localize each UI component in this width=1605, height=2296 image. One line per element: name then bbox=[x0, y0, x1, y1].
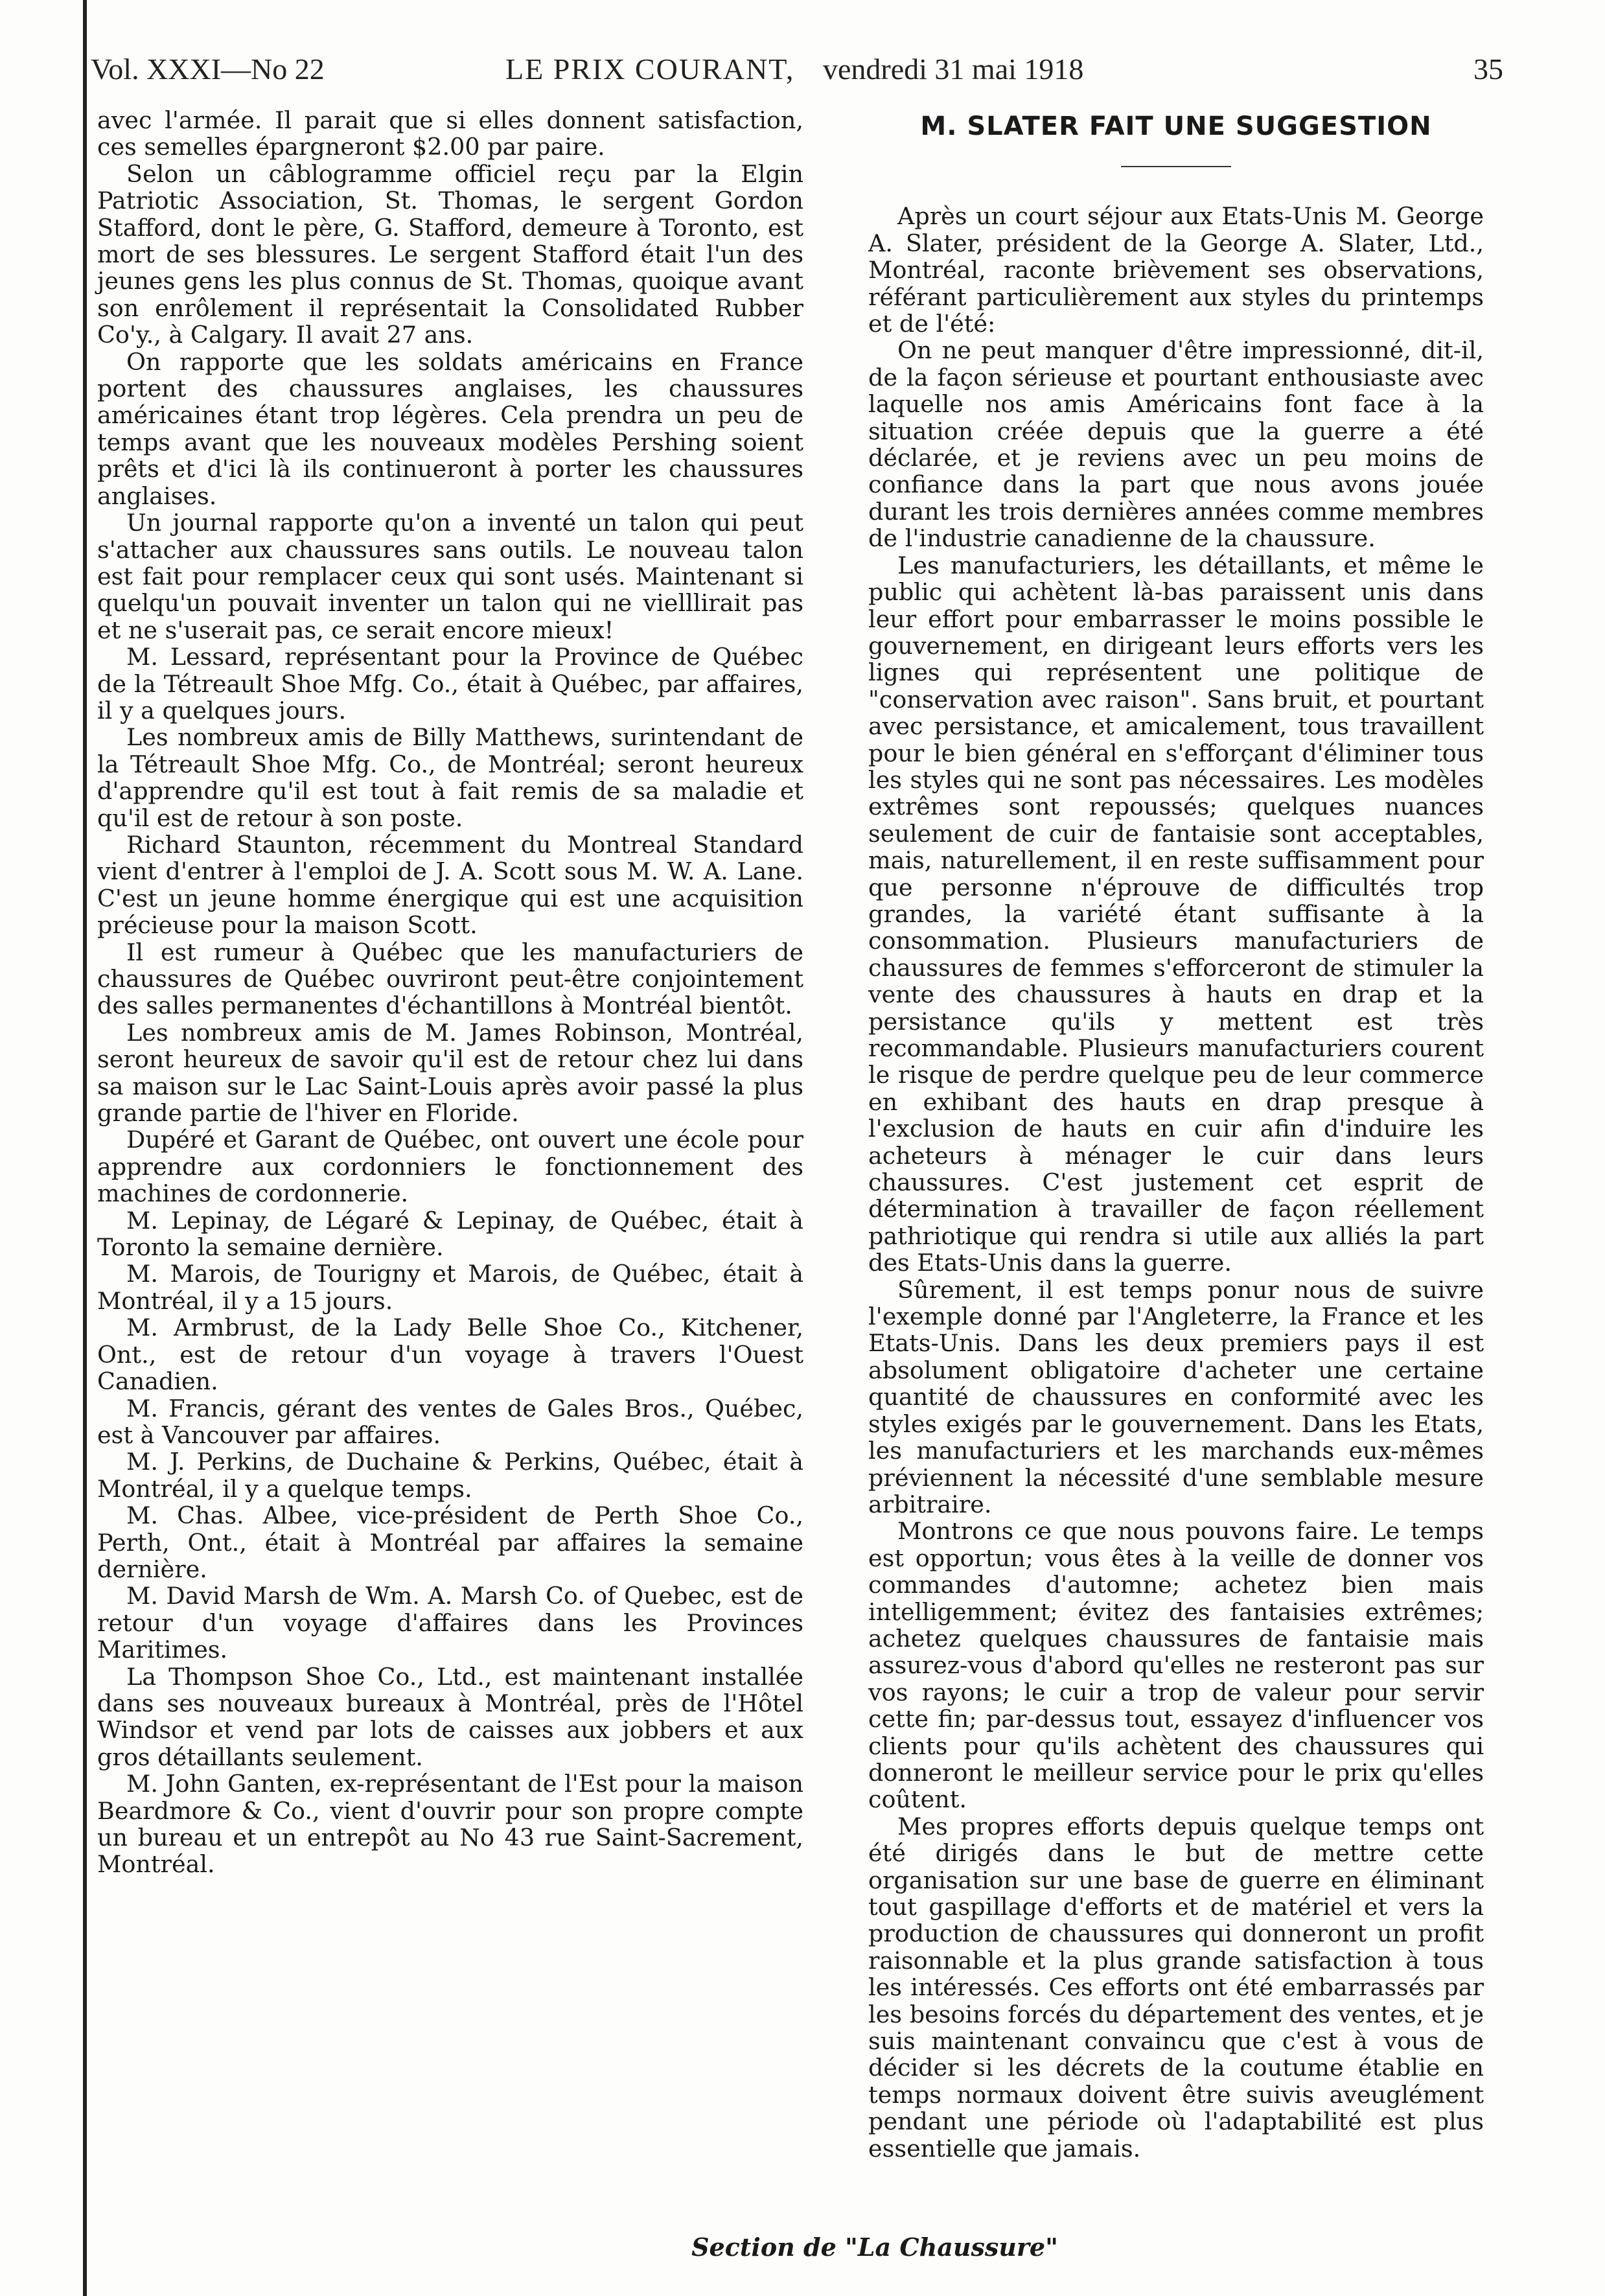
news-paragraph: Richard Staunton, récemment du Montreal Standard vient d'entrer à l'emploi de J. A. Scott sous M. W. A. Lane. C'est un jeune homme énergique qui est une acquisition précieuse pour la maison Scott. bbox=[97, 830, 803, 940]
news-paragraph: Les nombreux amis de M. James Robinson, Montréal, seront heureux de savoir qu'il est de retour chez lui dans sa maison sur le Lac Saint-Louis après avoir passé la plus grande partie de l'hiver en Floride. bbox=[97, 1018, 803, 1128]
article-paragraph: Mes propres efforts depuis quelque temps ont été dirigés dans le but de mettre cette organisation sur une base de guerre en éliminant tout gaspillage d'efforts et de matériel et vers la production de chaussures qui donneront un profit raisonnable et la plus grande satisfaction à tous les intéressés. Ces efforts ont été embarrassés par les besoins forcés du département des ventes, et je suis maintenant convaincu que c'est à vous de décider si les décrets de la coutume établie en temps normaux doivent être suivis aveuglément pendant une période où l'adaptabilité est plus essentielle que jamais. bbox=[868, 1812, 1484, 2163]
section-footer: Section de "La Chaussure" bbox=[691, 2232, 1058, 2262]
article-paragraph: Les manufacturiers, les détaillants, et même le public qui achètent là-bas paraissent unis dans leur effort pour embarrasser le moins possible le gouvernement, en dirigeant leurs efforts vers les lignes qui représentent une politique de "conservation avec raison". Sans bruit, et pourtant avec persistance, et amicalement, tous travaillent pour le bien général en s'efforçant d'éliminer tous les styles qui ne sont pas nécessaires. Les modèles extrêmes sont repoussés; quelques nuances seulement de cuir de fantaisie sont acceptables, mais, naturellement, il en reste suffisamment pour que personne n'éprouve de difficultés trop grandes, la variété étant suffisante à la consommation. Plusieurs manufacturiers de chaussures de femmes s'efforceront de stimuler la vente des chaussures à hauts en drap et la persistance qu'ils y mettent est très recommandable. Plusieurs manufacturiers courent le risque de perdre quelque peu de leur commerce en exhibant des hauts en drap presque à l'exclusion de hauts en cuir afin d'induire les acheteurs à ménager le cuir dans leurs chaussures. C'est justement cet esprit de détermination à travailler de façon réellement pathriotique qui rendra si utile aux alliés la part des Etats-Unis dans la guerre. bbox=[868, 551, 1484, 1277]
article-paragraph: Après un court séjour aux Etats-Unis M. George A. Slater, président de la George A. Slater, Ltd., Montréal, raconte brièvement ses observations, référant particulièrement aux styles du printemps et de l'été: bbox=[868, 202, 1484, 338]
news-paragraph: M. Marois, de Tourigny et Marois, de Québec, était à Montréal, il y a 15 jours. bbox=[97, 1260, 803, 1315]
news-paragraph: M. Francis, gérant des ventes de Gales Bros., Québec, est à Vancouver par affaires. bbox=[97, 1394, 803, 1449]
news-paragraph: On rapporte que les soldats américains en France portent des chaussures anglaises, les chaussures américaines étant trop légères. Cela prendra un peu de temps avant que les nouveaux modèles Pershing soient prêts et d'ici là ils continueront à porter les chaussures anglaises. bbox=[97, 347, 803, 510]
news-paragraph: M. Chas. Albee, vice-président de Perth Shoe Co., Perth, Ont., était à Montréal par affaires la semaine dernière. bbox=[97, 1502, 803, 1583]
right-column bbox=[868, 107, 1484, 2162]
news-paragraph: Selon un câblogramme officiel reçu par la Elgin Patriotic Association, St. Thomas, le sergent Gordon Stafford, dont le père, G. Stafford, demeure à Toronto, est mort de ses blessures. Le sergent Stafford était l'un des jeunes gens les plus connus de St. Thomas, quoique avant son enrôlement il représentait la Consolidated Rubber Co'y., à Calgary. Il avait 27 ans. bbox=[97, 159, 803, 349]
page-number: 35 bbox=[1473, 52, 1503, 86]
news-paragraph: La Thompson Shoe Co., Ltd., est maintenant installée dans ses nouveaux bureaux à Montréal, près de l'Hôtel Windsor et vend par lots de caisses aux jobbers et aux gros détaillants seulement. bbox=[97, 1662, 803, 1771]
news-paragraph: Les nombreux amis de Billy Matthews, surintendant de la Tétreault Shoe Mfg. Co., de Montréal; seront heureux d'apprendre qu'il est tout à fait remis de sa maladie et qu'il est de retour à son poste. bbox=[97, 723, 803, 832]
news-paragraph: M. John Ganten, ex-représentant de l'Est pour la maison Beardmore & Co., vient d'ouvrir pour son propre compte un bureau et un entrepôt au No 43 rue Saint-Sacrement, Montréal. bbox=[97, 1770, 803, 1879]
issue-date: vendredi 31 mai 1918 bbox=[823, 52, 1084, 86]
article-title: M. SLATER FAIT UNE SUGGESTION bbox=[920, 111, 1432, 141]
news-paragraph: Dupéré et Garant de Québec, ont ouvert une école pour apprendre aux cordonniers le fonctionnement des machines de cordonnerie. bbox=[97, 1126, 803, 1208]
title-divider bbox=[1121, 166, 1231, 167]
article-paragraph: On ne peut manquer d'être impressionné, dit-il, de la façon sérieuse et pourtant enthousiaste avec laquelle nos amis Américains font face à la situation créée depuis que la guerre a été déclarée, et je reviens avec un peu moins de confiance dans la part que nous avons jouée durant les trois dernières années comme membres de l'industrie canadienne de la chaussure. bbox=[868, 336, 1484, 553]
article-paragraph: Montrons ce que nous pouvons faire. Le temps est opportun; vous êtes à la veille de donner vos commandes d'automne; achetez bien mais intelligemment; évitez des fantaisies extrêmes; achetez quelques chaussures de fantaisie mais assurez-vous d'abord qu'elles ne resteront pas sur vos rayons; le cuir a trop de valeur pour servir cette fin; par-dessus tout, essayez d'influencer vos clients pour qu'ils achètent des chaussures qui donneront le meilleur service pour le prix qu'elles coûtent. bbox=[868, 1517, 1484, 1814]
news-paragraph: M. Lessard, représentant pour la Province de Québec de la Tétreault Shoe Mfg. Co., était à Québec, par affaires, il y a quelques jours. bbox=[97, 643, 803, 725]
news-paragraph: M. Lepinay, de Légaré & Lepinay, de Québec, était à Toronto la semaine dernière. bbox=[97, 1206, 803, 1262]
news-paragraph: M. Armbrust, de la Lady Belle Shoe Co., Kitchener, Ont., est de retour d'un voyage à travers l'Ouest Canadien. bbox=[97, 1314, 803, 1396]
article-paragraph: Sûrement, il est temps ponur nous de suivre l'exemple donné par l'Angleterre, la France et les Etats-Unis. Dans les deux premiers pays il est absolument obligatoire d'acheter une certaine quantité de chaussures en conformité avec les styles exigés par le gouvernement. Dans les Etats, les manufacturiers et les marchands eux-mêmes préviennent la nécessité d'une semblable mesure arbitraire. bbox=[868, 1275, 1484, 1518]
left-column bbox=[97, 107, 803, 1878]
news-paragraph: M. David Marsh de Wm. A. Marsh Co. of Quebec, est de retour d'un voyage d'affaires dans les Provinces Maritimes. bbox=[97, 1582, 803, 1664]
volume-number: Vol. XXXI—No 22 bbox=[91, 52, 325, 86]
running-header bbox=[91, 39, 1503, 97]
binding-edge-rule bbox=[83, 0, 87, 2296]
news-paragraph: avec l'armée. Il parait que si elles donnent satisfaction, ces semelles épargneront $2.00 par paire. bbox=[97, 106, 803, 161]
news-paragraph: Il est rumeur à Québec que les manufacturiers de chaussures de Québec ouvriront peut-être conjointement des salles permanentes d'échantillons à Montréal bientôt. bbox=[97, 938, 803, 1020]
news-paragraph: M. J. Perkins, de Duchaine & Perkins, Québec, était à Montréal, il y a quelque temps. bbox=[97, 1448, 803, 1503]
publication-name: LE PRIX COURANT, bbox=[505, 52, 795, 86]
news-paragraph: Un journal rapporte qu'on a inventé un talon qui peut s'attacher aux chaussures sans outils. Le nouveau talon est fait pour remplacer ceux qui sont usés. Maintenant si quelqu'un pouvait inventer un talon qui ne vielllirait pas et ne s'userait pas, ce serait encore mieux! bbox=[97, 509, 803, 644]
